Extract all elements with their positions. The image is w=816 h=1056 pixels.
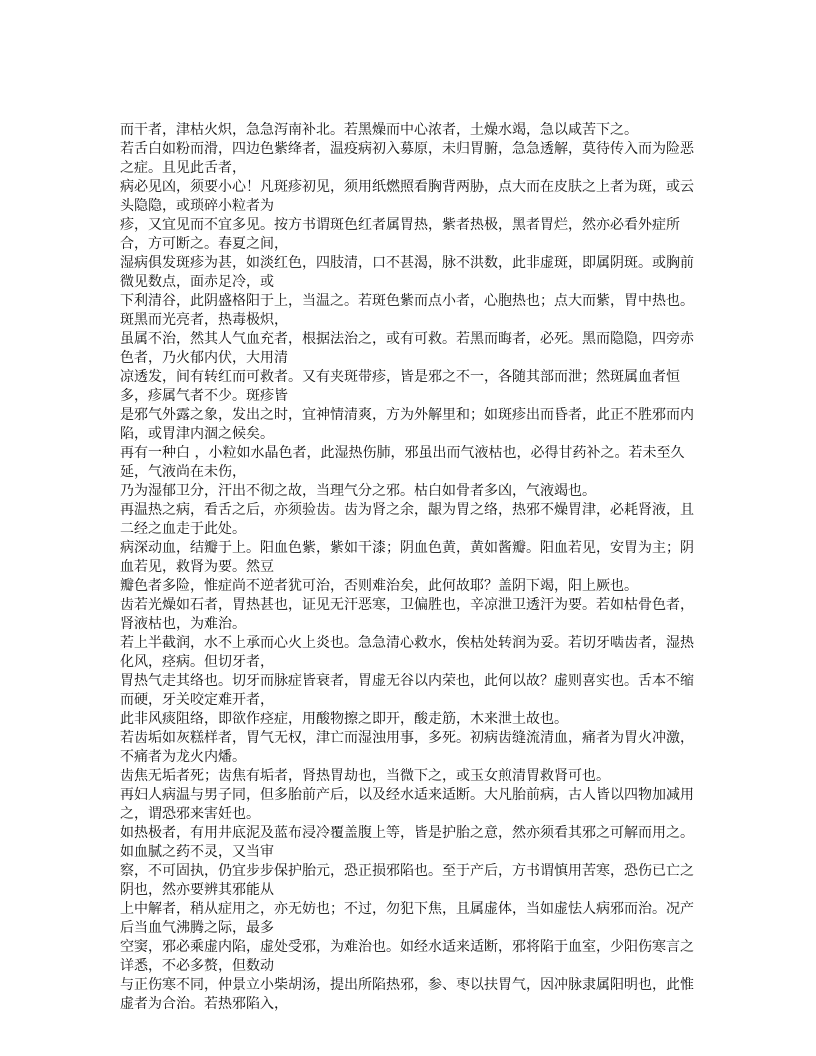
text-paragraph: 胃热气走其络也。切牙而脉症皆衰者，胃虚无谷以内荣也，此何以故？虚则喜实也。舌本不缩而硬，牙关咬定难开者，	[120, 673, 694, 708]
text-paragraph: 虽属不治，然其人气血充者，根据法治之，或有可救。若黑而晦者，必死。黑而隐隐，四旁赤色者，乃火郁内伏，大用清	[120, 331, 694, 366]
text-paragraph: 是邪气外露之象，发出之时，宜神情清爽，方为外解里和；如斑疹出而昏者，此正不胜邪而内陷，或胃津内涸之候矣。	[120, 407, 694, 442]
text-paragraph: 与正伤寒不同，仲景立小柴胡汤，提出所陷热邪，参、枣以扶胃气，因冲脉隶属阳明也，此惟虚者为合治。若热邪陷入，	[120, 977, 694, 1012]
text-paragraph: 下利清谷，此阴盛格阳于上，当温之。若斑色紫而点小者，心胞热也；点大而紫，胃中热也。斑黑而光亮者，热毒极炽，	[120, 293, 694, 328]
text-paragraph: 齿焦无垢者死；齿焦有垢者，肾热胃劫也，当微下之，或玉女煎清胃救肾可也。	[120, 768, 610, 784]
text-paragraph: 瓣色者多险，惟症尚不逆者犹可治，否则难治矣，此何故耶？盖阴下竭，阳上厥也。	[120, 578, 638, 594]
text-paragraph: 病深动血，结瓣于上。阳血色紫，紫如干漆；阴血色黄，黄如酱瓣。阳血若见，安胃为主；阴血若见，救肾为要。然豆	[120, 540, 694, 575]
text-paragraph: 如热极者，有用井底泥及蓝布浸冷覆盖腹上等，皆是护胎之意，然亦须看其邪之可解而用之。如血腻之药不灵，又当审	[120, 825, 694, 860]
text-paragraph: 病必见凶，须要小心！凡斑疹初见，须用纸燃照看胸背两胁，点大而在皮肤之上者为斑，或云头隐隐，或琐碎小粒者为	[120, 179, 694, 214]
text-paragraph: 乃为湿郁卫分，汗出不彻之故，当理气分之邪。枯白如骨者多凶，气液竭也。	[120, 483, 596, 499]
text-paragraph: 若上半截润，水不上承而心火上炎也。急急清心救水，俟枯处转润为妥。若切牙啮齿者，湿热化风，痉病。但切牙者，	[120, 635, 694, 670]
text-paragraph: 上中解者，稍从症用之，亦无妨也；不过，勿犯下焦，且属虚体，当如虚怯人病邪而治。况产后当血气沸腾之际，最多	[120, 901, 694, 936]
text-paragraph: 凉透发，间有转红而可救者。又有夹斑带疹，皆是邪之不一，各随其部而泄；然斑属血者恒多，疹属气者不少。斑疹皆	[120, 369, 680, 404]
text-paragraph: 湿病俱发斑疹为甚，如淡红色，四肢清，口不甚渴，脉不洪数，此非虚斑，即属阴斑。或胸前微见数点，面赤足冷，或	[120, 255, 694, 290]
text-paragraph: 再温热之病，看舌之后，亦须验齿。齿为肾之余，龈为胃之络，热邪不燥胃津，必耗肾液，且二经之血走于此处。	[120, 502, 694, 537]
text-paragraph: 齿若光燥如石者，胃热甚也，证见无汗恶寒，卫偏胜也，辛凉泄卫透汗为要。若如枯骨色者，肾液枯也，为难治。	[120, 597, 694, 632]
text-paragraph: 若齿垢如灰糕样者，胃气无权，津亡而湿浊用事，多死。初病齿缝流清血，痛者为胃火冲激，不痛者为龙火内燔。	[120, 730, 694, 765]
text-paragraph: 察，不可固执，仍宜步步保护胎元，恐正损邪陷也。至于产后，方书谓慎用苦寒，恐伤已亡之阴也，然亦要辨其邪能从	[120, 863, 694, 898]
text-paragraph: 若舌白如粉而滑，四边色紫绛者，温疫病初入募原，未归胃腑，急急透解，莫待传入而为险恶之症。且见此舌者，	[120, 141, 694, 176]
text-paragraph: 再妇人病温与男子同，但多胎前产后，以及经水适来适断。大凡胎前病，古人皆以四物加减用之，谓恐邪来害妊也。	[120, 787, 694, 822]
text-paragraph: 再有一种白 ，小粒如水晶色者，此湿热伤肺，邪虽出而气液枯也，必得甘药补之。若未至久延，气液尚在未伤，	[120, 445, 685, 480]
text-paragraph: 此非风痰阻络，即欲作痉症，用酸物擦之即开，酸走筋，木来泄土故也。	[120, 711, 568, 727]
document-page	[120, 121, 702, 1014]
text-paragraph: 而干者，津枯火炽，急急泻南补北。若黑燥而中心浓者，土燥水竭，急以咸苦下之。	[120, 122, 638, 138]
text-paragraph: 疹，又宜见而不宜多见。按方书谓斑色红者属胃热，紫者热极，黑者胃烂，然亦必看外症所合，方可断之。春夏之间，	[120, 217, 680, 252]
text-paragraph: 空窦，邪必乘虚内陷，虚处受邪，为难治也。如经水适来适断，邪将陷于血室，少阳伤寒言之详悉，不必多赘，但数动	[120, 939, 694, 974]
